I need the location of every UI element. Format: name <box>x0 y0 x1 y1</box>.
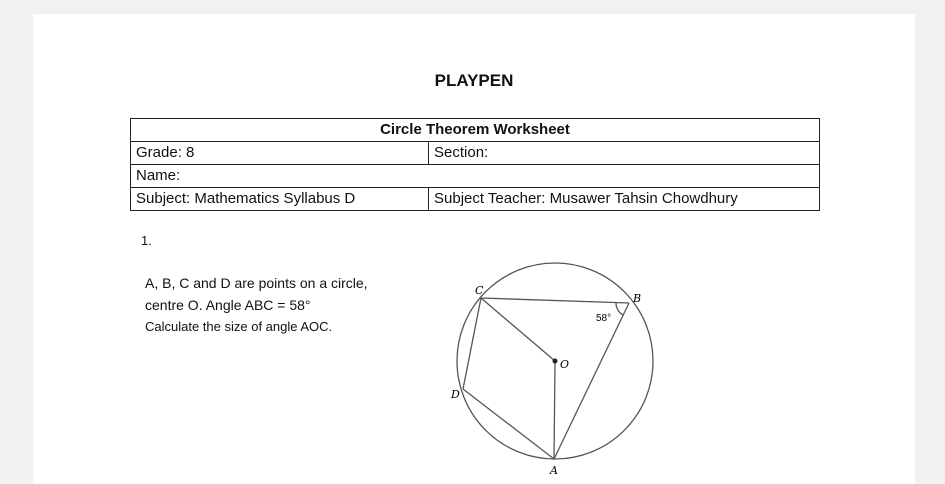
question-text <box>145 272 368 338</box>
label-o: O <box>560 358 570 371</box>
chord-ad <box>463 389 554 459</box>
chord-cb <box>481 298 629 303</box>
chord-dc <box>463 298 481 389</box>
label-a: A <box>550 464 558 477</box>
worksheet-info-table <box>130 118 820 211</box>
section-cell: Section: <box>429 142 820 165</box>
question-line-1: A, B, C and D are points on a circle, <box>145 275 368 291</box>
label-b: B <box>633 292 642 305</box>
worksheet-page <box>33 14 915 484</box>
center-point <box>553 359 558 364</box>
worksheet-title: Circle Theorem Worksheet <box>131 119 820 142</box>
teacher-cell: Subject Teacher: Musawer Tahsin Chowdhury <box>429 188 820 211</box>
question-line-3: Calculate the size of angle AOC. <box>145 319 333 334</box>
label-d: D <box>451 388 460 401</box>
radius-oc <box>481 298 555 361</box>
question-line-2: centre O. Angle ABC = 58° <box>145 297 311 313</box>
school-name: PLAYPEN <box>434 71 514 90</box>
question-number: 1. <box>141 233 152 248</box>
angle-label-b: 58° <box>596 313 612 324</box>
label-c: C <box>475 284 484 297</box>
circle-diagram <box>433 242 663 477</box>
grade-cell: Grade: 8 <box>131 142 429 165</box>
subject-cell: Subject: Mathematics Syllabus D <box>131 188 429 211</box>
radius-oa <box>554 361 555 459</box>
name-cell: Name: <box>131 165 820 188</box>
angle-arc-b <box>616 303 623 315</box>
